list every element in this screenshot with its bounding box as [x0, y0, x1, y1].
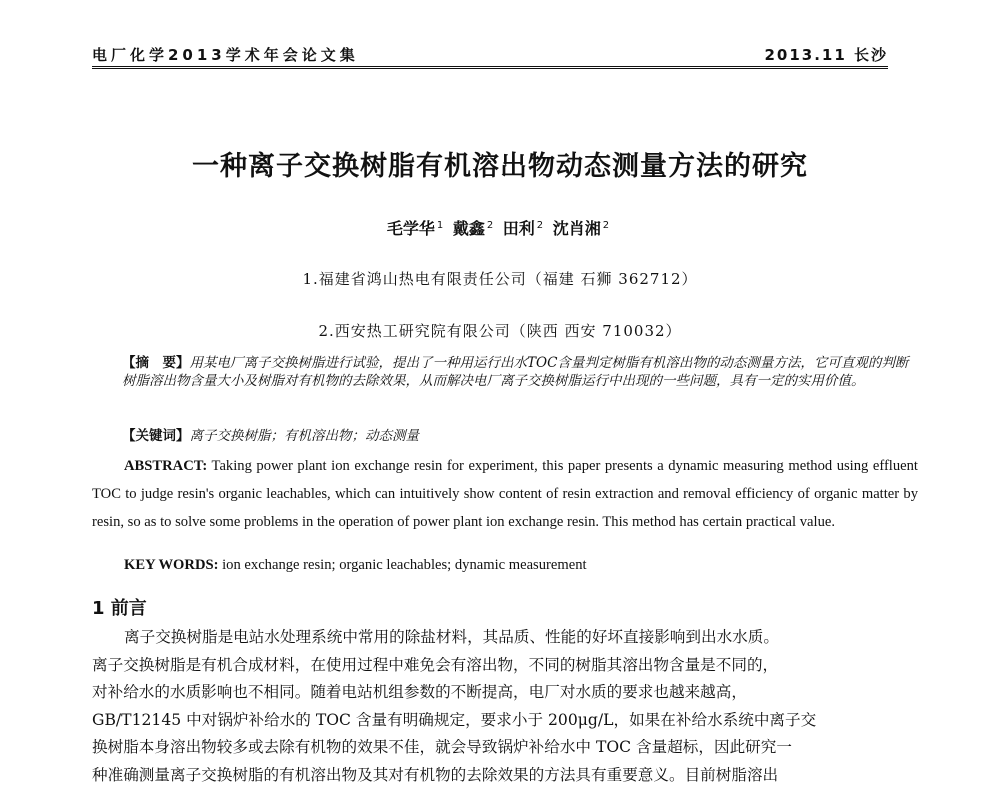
keywords-text-cn: 离子交换树脂；有机溶出物；动态测量 — [189, 428, 419, 444]
running-header — [92, 40, 888, 69]
body-line: 换树脂本身溶出物较多或去除有机物的效果不佳，就会导致锅炉补给水中 TOC 含量超标，因此研究一 — [92, 738, 792, 757]
author-affiliation-mark: 2 — [602, 219, 610, 231]
author-name: 田利 — [502, 219, 535, 238]
conference-date-location: 2013.11 长沙 — [764, 46, 888, 64]
body-line: 离子交换树脂是有机合成材料，在使用过程中难免会有溶出物，不同的树脂其溶出物含量是不同的， — [92, 655, 779, 674]
body-line: 对补给水的水质影响也不相同。随着电站机组参数的不断提高，电厂对水质的要求也越来越高， — [92, 683, 747, 702]
body-line: GB/T12145 中对锅炉补给水的 TOC 含量有明确规定，要求小于 200μg/L，如果在补给水系统中离子交 — [92, 710, 817, 729]
abstract-text-cn: 用某电厂离子交换树脂进行试验，提出了一种用运行出水TOC含量判定树脂有机溶出物的动态测量方法，它可直观的判断树脂溶出物含量大小及树脂对有机物的去除效果，从而解决电厂离子交换树脂运行中出现的一些问题，具有一定的实用价值。 — [122, 355, 909, 389]
section-body — [92, 624, 918, 790]
affiliation-1: 1.福建省鸿山热电有限责任公司（福建 石狮 362712） — [302, 270, 698, 288]
abstract-chinese — [122, 354, 918, 390]
keywords-english — [124, 557, 914, 574]
abstract-label-cn: 【摘 要】 — [122, 355, 190, 371]
author-affiliation-mark: 2 — [536, 219, 544, 231]
keywords-chinese — [122, 424, 918, 444]
author-affiliation-mark: 2 — [486, 219, 494, 231]
paper-title: 一种离子交换树脂有机溶出物动态测量方法的研究 — [192, 151, 808, 182]
keywords-label-en: KEY WORDS: — [124, 557, 219, 573]
body-line: 种准确测量离子交换树脂的有机溶出物及其对有机物的去除效果的方法具有重要意义。目前树脂溶出 — [92, 765, 779, 784]
section-heading: 1 前言 — [92, 598, 147, 619]
proceedings-title: 电厂化学2013学术年会论文集 — [92, 46, 359, 64]
body-line: 离子交换树脂是电站水处理系统中常用的除盐材料，其品质、性能的好坏直接影响到出水水质。 — [124, 628, 779, 646]
affiliation-2: 2.西安热工研究院有限公司（陕西 西安 710032） — [318, 322, 682, 340]
keywords-text-en: ion exchange resin; organic leachables; dynamic measurement — [222, 557, 587, 573]
abstract-label-en: ABSTRACT: — [124, 458, 208, 474]
author-name: 毛学华 — [386, 219, 435, 238]
author-name: 戴鑫 — [452, 219, 485, 238]
abstract-text-en: Taking power plant ion exchange resin for experiment, this paper presents a dynamic measuring method using effluent TOC to judge resin's organic leachables, which can intuitively show content of resin extraction and removal efficiency of organic matter by resin, so as to solve some problems in the operation of power plant ion exchange resin. This method has certain practical value. — [92, 458, 918, 530]
abstract-english — [92, 452, 918, 536]
keywords-label-cn: 【关键词】 — [122, 428, 190, 444]
author-affiliation-mark: 1 — [436, 219, 444, 231]
author-name: 沈肖湘 — [552, 219, 601, 238]
author-list — [0, 216, 1000, 239]
